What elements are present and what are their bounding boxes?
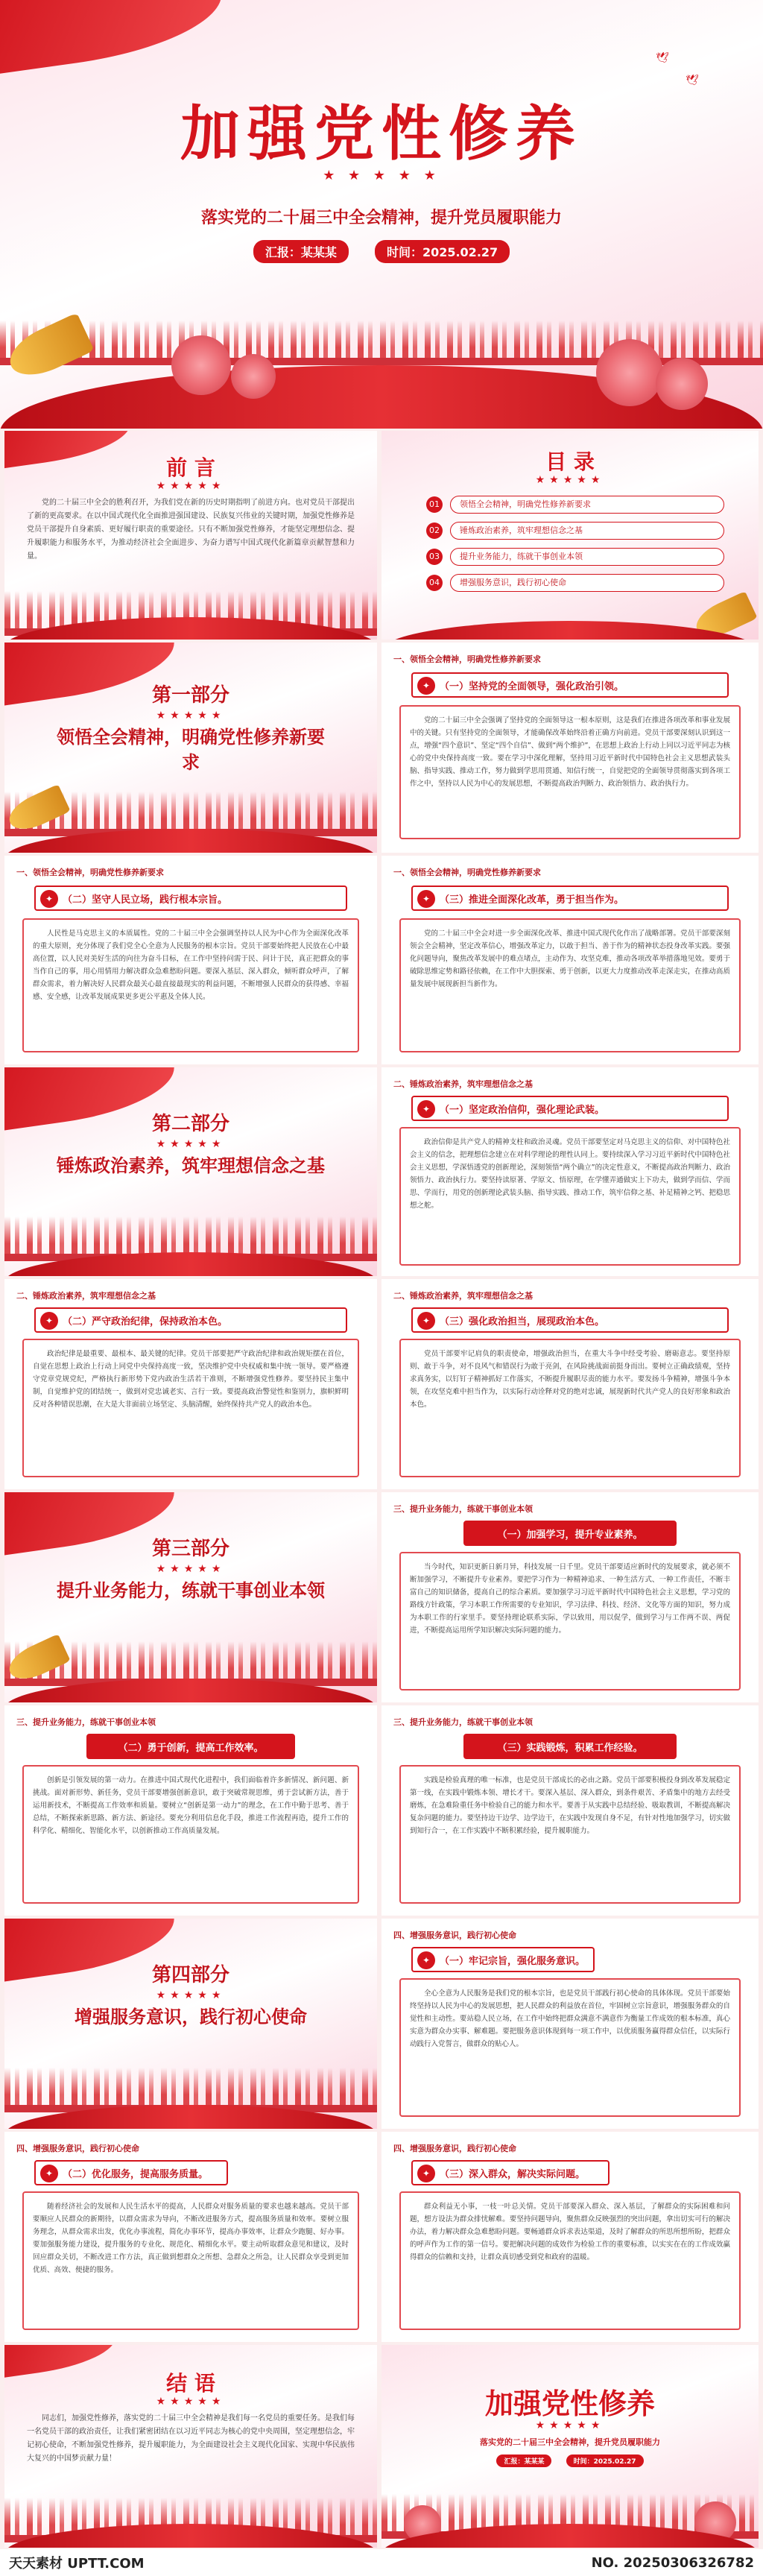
content-slide: 三、提升业务能力，练就干事创业本领 （一）加强学习，提升专业素养。 当今时代，知识更新日新月异，科技发展一日千里。党员干部要适应新时代的发展要求，就必须不断加强学习，不断提升专业素养。要把学习作为一种精神追求、一种生活方式、一种工作责任，不断丰富自己的知识储备，提高自己的综合素质。要加强学习习近平新时代中国特色社会主义思想，学习党的路线方针政策，学习本职工作所需要的专业知识，学习法律、科技、经济、文化等方面的知识，努力成为本职工作的行家里手。要坚持理论联系实际，学以致用，用以促学，做到学习与工作两不误、两促进，不断提高运用所学知识解决实际问题的能力。 [382, 1492, 759, 1702]
cover-subtitle: 落实党的二十届三中全会精神，提升党员履职能力 [200, 209, 562, 227]
date-pill: 时间：2025.02.27 [375, 240, 510, 263]
reporter-pill: 汇报：某某某 [253, 240, 349, 263]
closing-text: 同志们，加强党性修养，落实党的二十届三中全会精神是我们每一名党员的重要任务。是我们每一名党员干部的政治责任，让我们紧密团结在以习近平同志为核心的党中央周围，坚定理想信念，牢记初心使命，不断加强党性修养，提升履职能力，为全面建设社会主义现代化国家、实现中华民族伟大复兴的中国梦贡献力量！ [27, 2414, 355, 2463]
part-divider: 第四部分 ★★★★★ 增强服务意识，践行初心使命 [4, 1919, 377, 2129]
peony-icon [231, 354, 276, 399]
dove-icon: 🕊 [686, 75, 699, 86]
dove-icon: 🕊 [656, 52, 669, 64]
end-subtitle: 落实党的二十届三中全会精神，提升党员履职能力 [480, 2437, 660, 2447]
closing-slide: 结 语 ★★★★★ 同志们，加强党性修养，落实党的二十届三中全会精神是我们每一名党员的重要任务。是我们每一名党员干部的政治责任，让我们紧密团结在以习近平同志为核心的党中央周围，坚定理想信念，牢记初心使命，不断加强党性修养，提升履职能力，为全面建设社会主义现代化国家、实现中华民族伟大复兴的中国梦贡献力量！ [4, 2345, 377, 2548]
toc-item[interactable]: 02 锤炼政治素养，筑牢理想信念之基 [426, 520, 724, 541]
toc-item[interactable]: 01 领悟全会精神，明确党性修养新要求 [426, 494, 724, 515]
red-flag-decoration [0, 0, 228, 77]
content-slide: 四、增强服务意识，践行初心使命 ✦ （二）优化服务，提高服务质量。 随着经济社会的发展和人民生活水平的提高，人民群众对服务质量的要求也越来越高。党员干部要顺应人民群众的新期待，以群众需求为导向，不断改进服务方式，提高服务质量和效率。要树立服务理念，从群众需求出发，优化办事流程，简化办事环节，提高办事效率，让群众少跑腿、好办事。要加强服务能力建设，提升服务的专业化、规范化、精细化水平。要主动听取群众意见和建议，及时回应群众关切，不断改进工作方法，真正做到想群众之所想、急群众之所急，让人民群众享受到更加优质、高效、便捷的服务。 [4, 2132, 377, 2342]
end-slide: 加强党性修养 ★★★★★ 落实党的二十届三中全会精神，提升党员履职能力 汇报：某某某 时间：2025.02.27 [382, 2345, 759, 2548]
closing-title: 结 语 [166, 2371, 215, 2396]
content-slide: 一、领悟全会精神，明确党性修养新要求 ✦ （二）坚守人民立场，践行根本宗旨。 人民性是马克思主义的本质属性。党的二十届三中全会强调坚持以人民为中心作为全面深化改革的重大原则，充分体现了我们党全心全意为人民服务的根本宗旨。党员干部要始终把人民放在心中最高位置，以人民对美好生活的向往为奋斗目标，在工作中坚持问需于民、问计于民，真正把群众的事当作自己的事，用心用情用力解决群众急难愁盼问题。要深入基层、深入群众，倾听群众呼声，了解群众需求，着力解决好人民群众最关心最直接最现实的利益问题，不断增强人民群众的获得感、幸福感、安全感，让改革发展成果更多更公平惠及全体人民。 [4, 856, 377, 1064]
content-slide: 三、提升业务能力，练就干事创业本领 （三）实践锻炼，积累工作经验。 实践是检验真理的唯一标准，也是党员干部成长的必由之路。党员干部要积极投身到改革发展稳定第一线，在实践中锻炼本领、增长才干。要深入基层、深入群众，到条件艰苦、矛盾集中的地方去经受磨炼，在急难险重任务中检验自己的能力和水平。要善于从实践中总结经验、吸取教训，不断提高解决复杂问题的能力。要坚持边干边学、边学边干，在实践中发现自身不足，有针对性地加强学习，切实做到知行合一，在工作实践中不断积累经验，提升履职能力。 [382, 1705, 759, 1916]
cover-title: 加强党性修养 [180, 98, 583, 168]
peony-icon [171, 335, 231, 395]
toc-title: 目 录 [545, 449, 595, 474]
part-divider: 第三部分 ★★★★★ 提升业务能力，练就干事创业本领 [4, 1492, 377, 1702]
preface-title: 前 言 [166, 455, 215, 480]
toc-item[interactable]: 04 增强服务意识，践行初心使命 [426, 572, 724, 593]
item-number: NO. 20250306326782 [591, 2554, 754, 2571]
toc-slide: 目 录 ★★★★★ 01 领悟全会精神，明确党性修养新要求 02 锤炼政治素养，筑牢理想信念之基 03 提升业务能力，练就干事创业本领 04 增强服务意识，践行初心使命 [382, 431, 759, 640]
watermark-footer [0, 2549, 763, 2576]
part-divider: 第二部分 ★★★★★ 锤炼政治素养，筑牢理想信念之基 [4, 1067, 377, 1276]
toc-item[interactable]: 03 提升业务能力，练就干事创业本领 [426, 546, 724, 567]
preface-text: 党的二十届三中全会的胜利召开，为我们党在新的历史时期指明了前进方向。也对党员干部提出了新的更高要求。在以中国式现代化全面推进强国建设、民族复兴伟业的关键时期，加强党性修养是党员干部提升自身素质、更好履行职责的重要途径。只有不断加强党性修养，才能坚定理想信念、提升履职能力和服务水平，为推动经济社会全面进步、为奋力谱写中国式现代化新篇章贡献智慧和力量。 [27, 499, 355, 561]
content-slide: 三、提升业务能力，练就干事创业本领 （二）勇于创新，提高工作效率。 创新是引领发展的第一动力。在推进中国式现代化进程中，我们面临着许多新情况、新问题、新挑战。面对新形势、新任务，党员干部要增强创新意识，敢于突破常规思维，勇于尝试新方法，善于运用新技术，不断提高工作效率和质量。要树立“创新是第一动力”的理念，在工作中勤于思考、善于总结，不断探索新思路、新方法、新途径。要充分利用信息化手段，推进工作流程再造，提升工作的科学化、精细化、智能化水平，以创新推动工作高质量发展。 [4, 1705, 377, 1916]
stars-divider: ★ ★ ★ ★ ★ [323, 168, 440, 183]
content-slide: 四、增强服务意识，践行初心使命 ✦ （三）深入群众，解决实际问题。 群众利益无小事，一枝一叶总关情。党员干部要深入群众、深入基层，了解群众的实际困难和问题，想方设法为群众排忧解难。要坚持问题导向，聚焦群众反映强烈的突出问题，拿出切实可行的解决办法，着力解决群众急难愁盼问题。要畅通群众诉求表达渠道，及时了解群众的所思所想所盼，把群众的呼声作为工作的第一信号。要把解决问题的成效作为检验工作的重要标准，以实实在在的工作成效赢得群众的信赖和支持，让群众真切感受到党和政府的温暖。 [382, 2132, 759, 2342]
content-slide: 二、锤炼政治素养，筑牢理想信念之基 ✦ （一）坚定政治信仰，强化理论武装。 政治信仰是共产党人的精神支柱和政治灵魂。党员干部要坚定对马克思主义的信仰、对中国特色社会主义的信念，把理想信念建立在对科学理论的理性认同上。要持续深入学习习近平新时代中国特色社会主义思想，学深悟透党的创新理论，深刻领悟“两个确立”的决定性意义，不断提高政治判断力、政治领悟力、政治执行力。要坚持读原著、学原文、悟原理，在学懂弄通做实上下功夫，做到学而信、学而思、学而行，用党的创新理论武装头脑、指导实践、推动工作，筑牢信仰之基、补足精神之钙、把稳思想之舵。 [382, 1067, 759, 1276]
preface-slide: 前 言 ★★★★★ 党的二十届三中全会的胜利召开，为我们党在新的历史时期指明了前进方向。也对党员干部提出了新的更高要求。在以中国式现代化全面推进强国建设、民族复兴伟业的关键时期，加强党性修养是党员干部提升自身素质、更好履行职责的重要途径。只有不断加强党性修养，才能坚定理想信念、提升履职能力和服务水平，为推动经济社会全面进步、为奋力谱写中国式现代化新篇章贡献智慧和力量。 [4, 431, 377, 640]
content-slide: 一、领悟全会精神，明确党性修养新要求 ✦ （三）推进全面深化改革，勇于担当作为。 党的二十届三中全会对进一步全面深化改革、推进中国式现代化作出了战略部署。党员干部要深刻领会全会精神，坚定改革信心，增强改革定力，以敢于担当、善于作为的精神状态投身改革实践。要强化问题导向，聚焦改革发展中的难点堵点，主动作为、攻坚克难，推动各项改革举措落地见效。要勇于破除思维定势和路径依赖，在工作中大胆探索、勇于创新，以更大力度推动改革走深走实，在推动高质量发展中展现新担当新作为。 [382, 856, 759, 1064]
end-title: 加强党性修养 [484, 2387, 655, 2420]
content-slide: 二、锤炼政治素养，筑牢理想信念之基 ✦ （三）强化政治担当，展现政治本色。 党员干部要牢记肩负的职责使命，增强政治担当，在重大斗争中经受考验、磨砺意志。要坚持原则、敢于斗争，对不良风气和错误行为敢于亮剑，在风险挑战面前挺身而出。要树立正确政绩观，坚持求真务实，以钉钉子精神抓好工作落实，不断提升履职尽责的能力水平。要发扬斗争精神，增强斗争本领，在攻坚克难中担当作为，以实际行动诠释对党的绝对忠诚，展现新时代共产党人的良好形象和政治本色。 [382, 1279, 759, 1489]
part-divider: 第一部分 ★★★★★ 领悟全会精神，明确党性修养新要求 [4, 643, 377, 853]
peony-icon [656, 358, 708, 410]
content-slide: 二、锤炼政治素养，筑牢理想信念之基 ✦ （二）严守政治纪律，保持政治本色。 政治纪律是最重要、最根本、最关键的纪律。党员干部要把严守政治纪律和政治规矩摆在首位，自觉在思想上政治上行动上同党中央保持高度一致，坚决维护党中央权威和集中统一领导。要严格遵守党章党规党纪，严格执行新形势下党内政治生活若干准则，不断增强党性修养。要坚持民主集中制，自觉维护党的团结统一，做到对党忠诚老实、言行一致。要提高政治警觉性和鉴别力，旗帜鲜明反对各种错误思潮，在大是大非面前立场坚定、头脑清醒，始终保持共产党人的政治本色。 [4, 1279, 377, 1489]
peony-icon [596, 339, 663, 406]
content-slide: 一、领悟全会精神，明确党性修养新要求 ✦ （一）坚持党的全面领导，强化政治引领。 党的二十届三中全会强调了坚持党的全面领导这一根本原则，这是我们在推进各项改革和事业发展中的关键。只有坚持党的全面领导，才能确保改革始终沿着正确方向前进。党员干部要深刻认识到这一点，增强“四个意识”、坚定“四个自信”、做到“两个维护”，在思想上政治上行动上同以习近平同志为核心的党中央保持高度一致。要在学习中深化理解，坚持用习近平新时代中国特色社会主义思想武装头脑、指导实践、推动工作，努力做到学思用贯通、知信行统一，自觉把党的全面领导贯彻落实到各项工作之中，坚持以人民为中心的发展思想，不断提高政治判断力、政治领悟力、政治执行力。 [382, 643, 759, 853]
content-slide: 四、增强服务意识，践行初心使命 ✦ （一）牢记宗旨，强化服务意识。 全心全意为人民服务是我们党的根本宗旨，也是党员干部践行初心使命的具体体现。党员干部要始终坚持以人民为中心的发展思想，把人民群众的利益放在首位，牢固树立宗旨意识，增强服务群众的自觉性和主动性。要站稳人民立场，在工作中始终把群众满意不满意作为衡量工作成效的根本标准，真心实意为群众办实事、解难题。要把服务意识体现到每一项工作中，以优质服务赢得群众信任，以实际行动践行入党誓言，做群众的贴心人。 [382, 1919, 759, 2129]
site-watermark: 天天素材 UPTT.COM [9, 2556, 145, 2572]
cover-slide [0, 0, 763, 429]
